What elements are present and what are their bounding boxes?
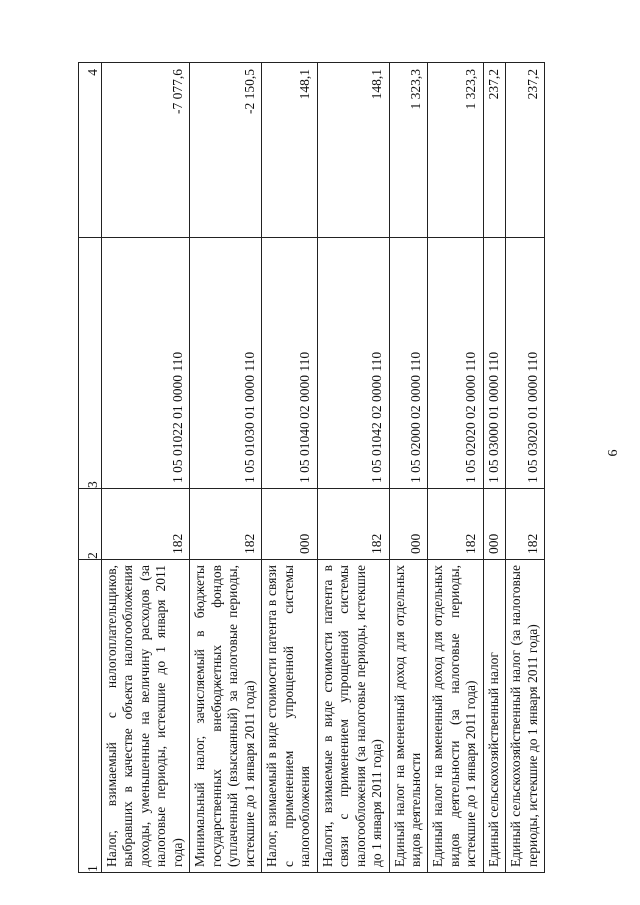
column-header-1: 1 xyxy=(79,560,102,873)
row-amount: -2 150,5 xyxy=(190,63,262,238)
row-name: Единый налог на вмененный доход для отдельных видов деятельности (за налоговые периоды, истекшие до 1 января 2011 года) xyxy=(428,560,483,873)
row-admin-code: 000 xyxy=(262,489,317,560)
row-name: Минимальный налог, зачисляемый в бюджеты государственных внебюджетных фондов (уплаченный (взысканный) за налоговые периоды, истекшие до 1 января 2011 года) xyxy=(190,560,262,873)
row-amount: 237,2 xyxy=(483,63,505,238)
row-amount: 148,1 xyxy=(317,63,389,238)
row-name: Единый сельскохозяйственный налог xyxy=(483,560,505,873)
row-amount: 148,1 xyxy=(262,63,317,238)
row-admin-code: 000 xyxy=(389,489,428,560)
row-admin-code: 182 xyxy=(506,489,545,560)
row-amount: 1 323,3 xyxy=(428,63,483,238)
row-amount: 1 323,3 xyxy=(389,63,428,238)
table-row xyxy=(262,63,317,873)
rotated-table-page xyxy=(78,33,578,873)
revenue-table xyxy=(78,62,545,873)
row-amount: 237,2 xyxy=(506,63,545,238)
row-name: Налог, взимаемый с налогоплательщиков, выбравших в качестве объекта налогообложения доходы, уменьшенные на величину расходов (за налоговые периоды, истекшие до 1 января 2011 года) xyxy=(102,560,190,873)
table-row xyxy=(102,63,190,873)
column-header-3: 3 xyxy=(79,238,102,489)
row-name: Налог, взимаемый в виде стоимости патента в связи с применением упрощенной системы налогообложения xyxy=(262,560,317,873)
row-budget-code: 1 05 01022 01 0000 110 xyxy=(102,238,190,489)
table-header-row xyxy=(79,63,102,873)
row-admin-code: 182 xyxy=(317,489,389,560)
row-amount: -7 077,6 xyxy=(102,63,190,238)
row-admin-code: 000 xyxy=(483,489,505,560)
page-number: 6 xyxy=(606,449,621,457)
row-budget-code: 1 05 02000 02 0000 110 xyxy=(389,238,428,489)
row-budget-code: 1 05 03000 01 0000 110 xyxy=(483,238,505,489)
row-admin-code: 182 xyxy=(190,489,262,560)
row-name: Единый налог на вмененный доход для отдельных видов деятельности xyxy=(389,560,428,873)
row-budget-code: 1 05 03020 01 0000 110 xyxy=(506,238,545,489)
row-budget-code: 1 05 01040 02 0000 110 xyxy=(262,238,317,489)
table-row xyxy=(506,63,545,873)
table-row xyxy=(483,63,505,873)
table-row xyxy=(317,63,389,873)
row-budget-code: 1 05 01030 01 0000 110 xyxy=(190,238,262,489)
row-budget-code: 1 05 01042 02 0000 110 xyxy=(317,238,389,489)
row-budget-code: 1 05 02020 02 0000 110 xyxy=(428,238,483,489)
row-name: Единый сельскохозяйственный налог (за налоговые периоды, истекшие до 1 января 2011 года) xyxy=(506,560,545,873)
row-admin-code: 182 xyxy=(428,489,483,560)
table-row xyxy=(428,63,483,873)
row-name: Налоги, взимаемые в виде стоимости патента в связи с применением упрощенной системы налогообложения (за налоговые периоды, истекшие до 1 января 2011 года) xyxy=(317,560,389,873)
table-row xyxy=(190,63,262,873)
column-header-4: 4 xyxy=(79,63,102,238)
table-row xyxy=(389,63,428,873)
row-admin-code: 182 xyxy=(102,489,190,560)
column-header-2: 2 xyxy=(79,489,102,560)
